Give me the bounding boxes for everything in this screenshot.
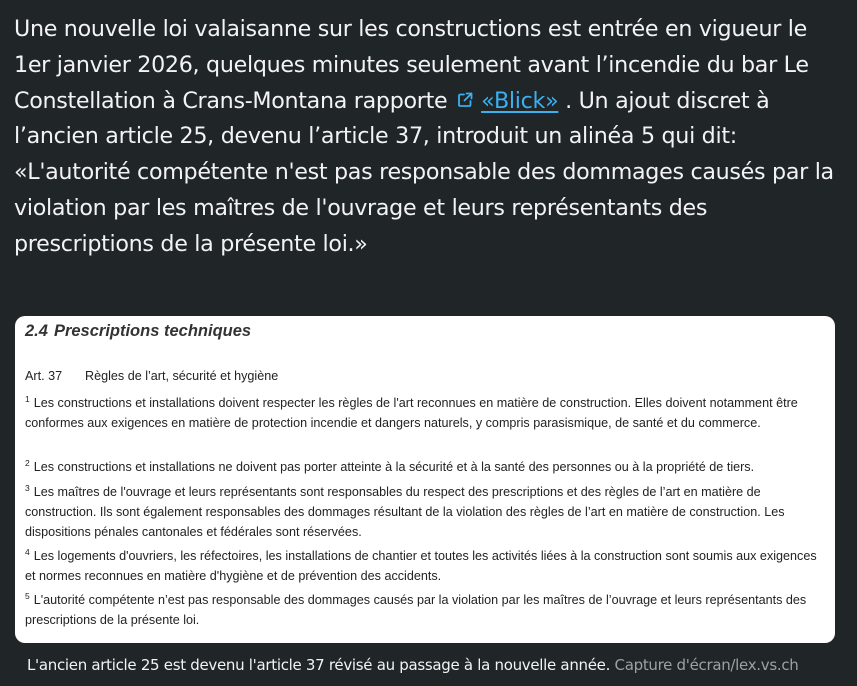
paragraph-number: 2: [25, 458, 30, 468]
paragraph-number: 5: [25, 591, 30, 601]
paragraph-number: 1: [25, 394, 30, 404]
section-title: [25, 322, 251, 341]
article-paragraph-3: [25, 482, 825, 542]
paragraph-number: 4: [25, 547, 30, 557]
external-link-icon: [456, 91, 474, 109]
article-intro-paragraph: [14, 12, 848, 263]
blick-link[interactable]: [454, 88, 558, 114]
caption-text: L'ancien article 25 est devenu l'article 37 révisé au passage à la nouvelle année.: [27, 656, 611, 674]
paragraph-number: 3: [25, 483, 30, 493]
article-paragraph-2: [25, 457, 825, 477]
caption-credit: Capture d'écran/lex.vs.ch: [614, 656, 799, 674]
article-paragraph-5: [25, 590, 825, 630]
paragraph-text: Les maîtres de l'ouvrage et leurs représentants sont responsables du respect des prescriptions et des règles de l’art en matière de construction. Ils sont également responsables des dommages résultant de la violation des règles de l’art en matière de construction. Les dispositions pénales cantonales et fédérales sont réservées.: [25, 485, 785, 539]
article-paragraph-1: [25, 393, 825, 433]
article-heading: [25, 369, 278, 383]
paragraph-text: Les constructions et installations doivent respecter les règles de l'art reconnues en matière de construction. Elles doivent notamment être conformes aux exigences en matière de protection incendie et dangers naturels, y compris parasismique, de santé et du commerce.: [25, 396, 798, 430]
article-title: Règles de l’art, sécurité et hygiène: [85, 369, 279, 383]
paragraph-text: L'autorité compétente n’est pas responsable des dommages causés par la violation par les maîtres de l’ouvrage et leurs représentants des prescriptions de la présente loi.: [25, 593, 807, 627]
intro-text-before-link: Une nouvelle loi valaisanne sur les constructions est entrée en vigueur le 1er janvier 2026, quelques minutes seulement avant l’incendie du bar Le Constellation à Crans-Montana rapporte: [14, 16, 809, 114]
law-text-screenshot: [15, 316, 835, 643]
article-number: Art. 37: [25, 369, 63, 383]
section-number: 2.4: [25, 322, 48, 340]
blick-link-label[interactable]: «Blick»: [481, 87, 559, 114]
paragraph-text: Les constructions et installations ne doivent pas porter atteinte à la sécurité et à la santé des personnes ou à la propriété de tiers.: [33, 460, 755, 474]
paragraph-text: Les logements d'ouvriers, les réfectoires, les installations de chantier et toutes les activités liées à la construction sont soumis aux exigences et normes reconnues en matière d'hygiène et de prévention des accidents.: [25, 549, 817, 583]
section-title-text: Prescriptions techniques: [53, 322, 252, 340]
intro-text-after-link: . Un ajout discret à l’ancien article 25, devenu l’article 37, introduit un alinéa 5 qui dit: «L'autorité compétente n'est pas responsable des dommages causés par la violation par les maîtres de l'ouvrage et leurs représentants des prescriptions de la présente loi.»: [14, 87, 834, 257]
image-caption: [27, 656, 798, 674]
article-paragraph-4: [25, 546, 825, 586]
